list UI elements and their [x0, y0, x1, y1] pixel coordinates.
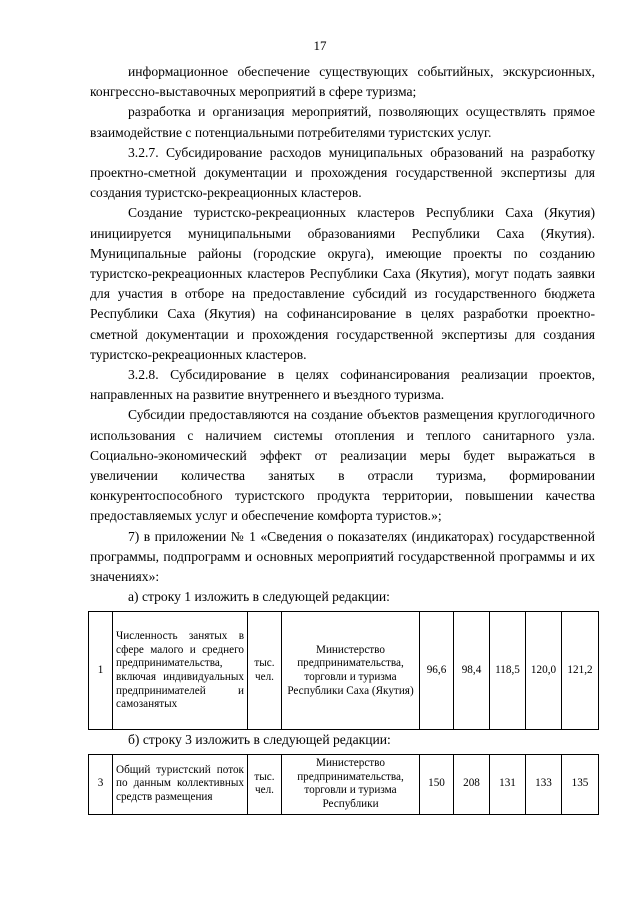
paragraph-3-2-7: 3.2.7. Субсидирование расходов муниципальных образований на разработку проектно-сметной документации и прохождения государственной экспертизы для создания туристско-рекреационных кластеров.	[90, 144, 595, 201]
value-cell: 131	[490, 754, 526, 814]
indicator-table-row-3	[88, 754, 599, 815]
value-cell: 135	[562, 754, 599, 814]
value-cell: 120,0	[526, 612, 562, 730]
unit-cell: тыс. чел.	[248, 754, 282, 814]
paragraph-3-2-8: 3.2.8. Субсидирование в целях софинансирования реализации проектов, направленных на развитие внутреннего и въездного туризма.	[90, 367, 595, 403]
indicator-name: Общий туристский поток по данным коллективных средств размещения	[113, 754, 248, 814]
row-number: 1	[89, 612, 113, 730]
responsible-cell: Министерство предпринимательства, торговли и туризма Республики	[282, 754, 420, 814]
paragraph-clusters: Создание туристско-рекреационных кластеров Республики Саха (Якутия) инициируется муниципальными образованиями Республики Саха (Якутия). Муниципальные районы (городские округа), имеющие проекты по созданию туристско-рекреационных кластеров Республики Саха (Якутия), могут подать заявки для участия в отборе на предоставление субсидий из государственного бюджета Республики Саха (Якутия) на софинансирование в целях разработки проектно-сметной документации и прохождения государственной экспертизы для создания туристско-рекреационных кластеров.	[90, 205, 595, 362]
document-body	[90, 62, 595, 815]
paragraph-events-development: разработка и организация мероприятий, позволяющих осуществлять прямое взаимодействие с потенциальными потребителями туристских услуг.	[90, 104, 595, 140]
value-cell: 118,5	[490, 612, 526, 730]
paragraph-info-support: информационное обеспечение существующих событийных, экскурсионных, конгрессно-выставочных мероприятий в сфере туризма;	[90, 64, 595, 100]
table-row	[89, 754, 599, 814]
paragraph-appendix-1: 7) в приложении № 1 «Сведения о показателях (индикаторах) государственной программы, подпрограмм и основных мероприятий государственной программы и их значениях»:	[90, 528, 595, 585]
row-3-intro: б) строку 3 изложить в следующей редакции:	[128, 732, 391, 748]
value-cell: 98,4	[454, 612, 490, 730]
value-cell: 150	[420, 754, 454, 814]
table-row	[89, 612, 599, 730]
value-cell: 208	[454, 754, 490, 814]
value-cell: 121,2	[562, 612, 599, 730]
responsible-cell: Министерство предпринимательства, торговли и туризма Республики Саха (Якутия)	[282, 612, 420, 730]
page-number: 17	[313, 38, 327, 53]
value-cell: 96,6	[420, 612, 454, 730]
paragraph-subsidies: Субсидии предоставляются на создание объектов размещения круглогодичного использования с наличием системы отопления и теплого санитарного узла. Социально-экономический эффект от реализации меры будет выражаться в увеличении количества занятых в отрасли туризма, формировании конкурентоспособного туристского продукта территории, повышении качества предоставляемых услуг и обеспечение комфорта туристов.»;	[90, 407, 595, 524]
unit-cell: тыс. чел.	[248, 612, 282, 730]
value-cell: 133	[526, 754, 562, 814]
row-number: 3	[89, 754, 113, 814]
indicator-name: Численность занятых в сфере малого и среднего предпринимательства, включая индивидуальных предпринимателей и самозанятых	[113, 612, 248, 730]
row-1-intro: а) строку 1 изложить в следующей редакции:	[128, 589, 390, 605]
indicator-table-row-1	[88, 611, 599, 730]
